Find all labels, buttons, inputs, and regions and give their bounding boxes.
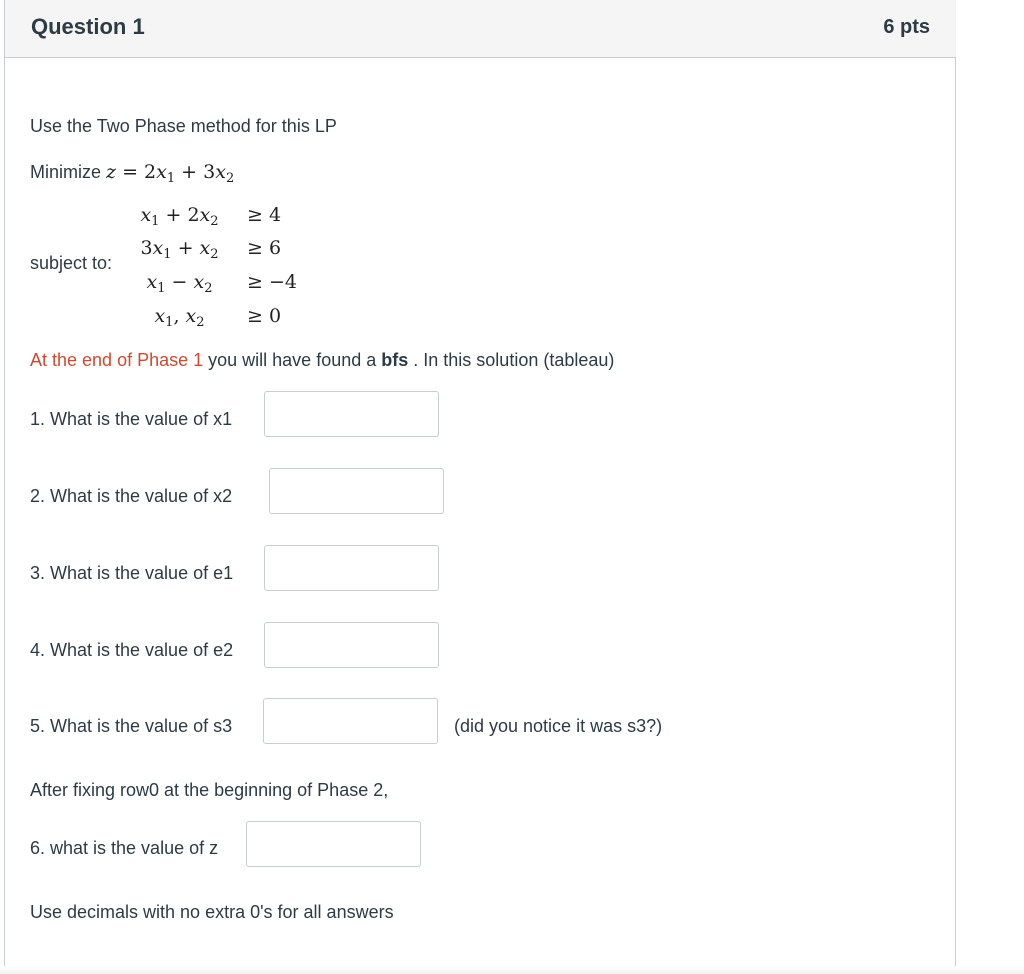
answer-2-input[interactable] xyxy=(269,468,444,514)
question-6-label: 6. what is the value of z xyxy=(30,838,219,858)
objective-label: Minimize xyxy=(30,162,102,182)
phase2-note: After fixing row0 at the beginning of Phase 2, xyxy=(30,780,389,800)
constraint-1-rhs: ≥ 4 xyxy=(247,204,282,226)
question-header xyxy=(5,0,956,58)
subject-to-label: subject to: xyxy=(30,253,113,273)
answer-4-input[interactable] xyxy=(264,622,439,668)
phase-note: At the end of Phase 1 you will have found a bfs . In this solution (tableau) xyxy=(30,350,615,370)
question-2-label: 2. What is the value of x2 xyxy=(30,486,233,506)
question-5-label: 5. What is the value of s3 xyxy=(30,716,233,736)
constraint-3-lhs: $x_1 - x_2$ xyxy=(146,271,213,296)
question-3-label: 3. What is the value of e1 xyxy=(30,563,234,583)
question-4-label: 4. What is the value of e2 xyxy=(30,640,234,660)
answer-1-input[interactable] xyxy=(264,391,439,437)
constraint-4-rhs: ≥ 0 xyxy=(247,305,282,327)
objective-formula: $z = 2x_1 + 3x_2$ xyxy=(106,161,235,186)
page-bottom-shade xyxy=(0,966,1024,974)
question-points: 6 pts xyxy=(883,16,930,38)
constraint-1-lhs: $x_1 + 2x_2$ xyxy=(140,204,219,229)
constraint-3-rhs: ≥ −4 xyxy=(247,271,297,293)
answer-6-input[interactable] xyxy=(246,821,421,867)
question-1-label: 1. What is the value of x1 xyxy=(30,409,233,429)
answer-5-input[interactable] xyxy=(263,698,438,744)
answer-3-input[interactable] xyxy=(264,545,439,591)
constraint-4-lhs: $x_1$, $x_2$ xyxy=(154,305,205,330)
objective-line xyxy=(30,161,235,186)
question-title: Question 1 xyxy=(31,14,145,39)
footer-note: Use decimals with no extra 0's for all answers xyxy=(30,902,394,922)
s3-note: (did you notice it was s3?) xyxy=(454,716,663,736)
constraint-2-lhs: $3x_1 + x_2$ xyxy=(140,237,219,262)
constraint-2-rhs: ≥ 6 xyxy=(247,237,282,259)
intro-text: Use the Two Phase method for this LP xyxy=(30,116,337,136)
